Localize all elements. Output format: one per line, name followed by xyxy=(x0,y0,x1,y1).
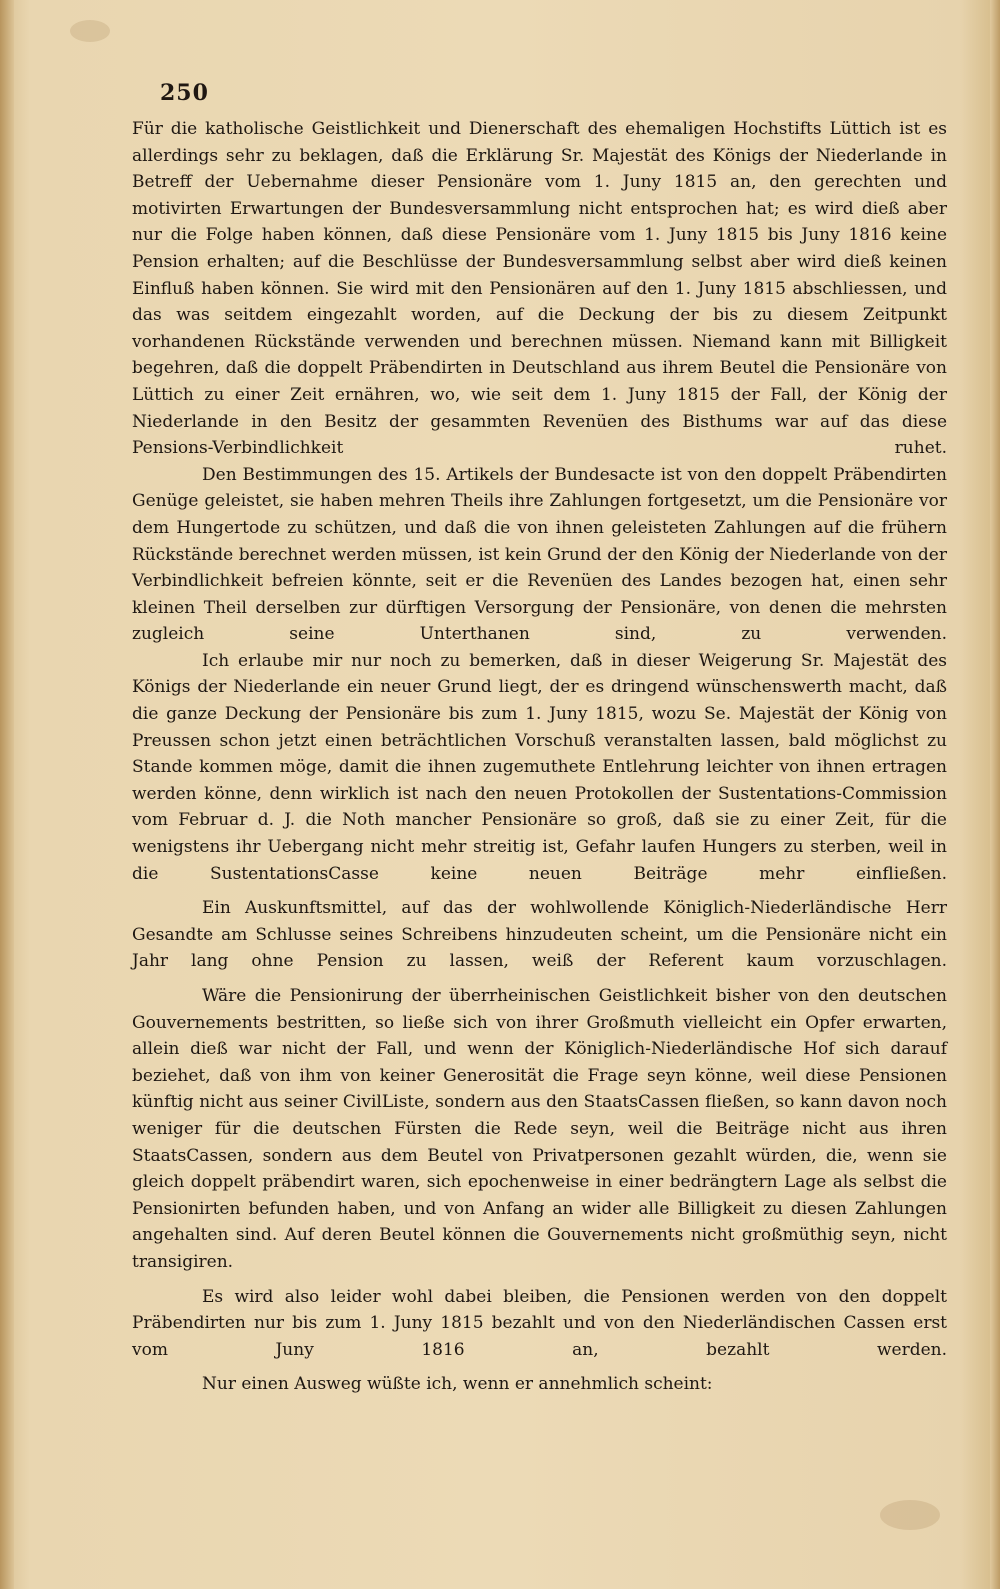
paragraph: Nur einen Ausweg wüßte ich, wenn er annehmlich scheint: xyxy=(202,1374,713,1395)
paragraph: Wäre die Pensionirung der überrheinischen Geistlichkeit bisher von den deutschen Gouvernements bestritten, so ließe sich von ihrer Großmuth vielleicht ein Opfer erwarten, allein dieß war nicht der Fall, und wenn der Königlich-Niederländische Hof sich darauf beziehet, daß von ihm von keiner Generosität die Frage seyn könne, weil diese Pensionen künftig nicht aus seiner CivilListe, sondern aus den StaatsCassen fließen, so kann davon noch weniger für die deutschen Fürsten die Rede seyn, weil die Beiträge nicht aus ihren StaatsCassen, sondern aus dem Beutel von Privatpersonen gezahlt würden, die, wenn sie gleich doppelt präbendirt waren, sich epochenweise in einer bedrängtern Lage als selbst die Pensionirten befunden haben, und von Anfang an wider alle Billigkeit zu diesen Zahlungen angehalten sind. Auf deren Beutel können die Gouvernements nicht großmüthig seyn, nicht transigiren. xyxy=(132,986,947,1272)
paragraph: Ein Auskunftsmittel, auf das der wohlwollende Königlich-Niederländische Herr Gesandte am Schlusse seines Schreibens hinzudeuten scheint, um die Pensionäre nicht ein Jahr lang ohne Pension zu lassen, weiß der Referent kaum vorzuschlagen. xyxy=(132,898,947,972)
paper-stain xyxy=(880,1500,940,1530)
paragraph: Es wird also leider wohl dabei bleiben, die Pensionen werden von den doppelt Präbendirten nur bis zum 1. Juny 1815 bezahlt und von den Niederländischen Cassen erst vom Juny 1816 an, bezahlt werden. xyxy=(132,1286,947,1360)
page-right-edge xyxy=(990,0,1000,1589)
page-number: 250 xyxy=(160,80,209,106)
paragraph: Für die katholische Geistlichkeit und Dienerschaft des ehemaligen Hochstifts Lüttich ist es allerdings sehr zu beklagen, daß die Erklärung Sr. Majestät des Königs der Niederlande in Betreff der Uebernahme dieser Pensionäre vom 1. Juny 1815 an, den gerechten und motivirten Erwartungen der Bundesversammlung nicht entsprochen hat; es wird dieß aber nur die Folge haben können, daß diese Pensionäre vom 1. Juny 1815 bis Juny 1816 keine Pension erhalten; auf die Beschlüsse der Bundesversammlung selbst aber wird dieß keinen Einfluß haben können. Sie wird mit den Pensionären auf den 1. Juny 1815 abschliessen, und das was seitdem eingezahlt worden, auf die Deckung der bis zu diesem Zeitpunkt vorhandenen Rückstände verwenden und berechnen müssen. Niemand kann mit Billigkeit begehren, daß die doppelt Präbendirten in Deutschland aus ihrem Beutel die Pensionäre von Lüttich zu einer Zeit ernähren, wo, wie seit dem 1. Juny 1815 der Fall, der König der Niederlande in den Besitz der gesammten Revenüen des Bisthums war auf das diese Pensions-Verbindlichkeit ruhet. xyxy=(132,119,947,459)
body-text xyxy=(132,116,947,1398)
page-left-edge xyxy=(0,0,14,1589)
paper-stain xyxy=(70,20,110,42)
paragraph: Ich erlaube mir nur noch zu bemerken, daß in dieser Weigerung Sr. Majestät des Königs der Niederlande ein neuer Grund liegt, der es dringend wünschenswerth macht, daß die ganze Deckung der Pensionäre bis zum 1. Juny 1815, wozu Se. Majestät der König von Preussen schon jetzt einen beträchtlichen Vorschuß veranstalten lassen, bald möglichst zu Stande kommen möge, damit die ihnen zugemuthete Entlehrung leichter von ihnen ertragen werden könne, denn wirklich ist nach den neuen Protokollen der Sustentations-Commission vom Februar d. J. die Noth mancher Pensionäre so groß, daß sie zu einer Zeit, für die wenigstens ihr Uebergang nicht mehr streitig ist, Gefahr laufen Hungers zu sterben, weil in die SustentationsCasse keine neuen Beiträge mehr einfließen. xyxy=(132,650,947,884)
paragraph: Den Bestimmungen des 15. Artikels der Bundesacte ist von den doppelt Präbendirten Genüge geleistet, sie haben mehren Theils ihre Zahlungen fortgesetzt, um die Pensionäre vor dem Hungertode zu schützen, und daß die von ihnen geleisteten Zahlungen auf die frühern Rückstände berechnet werden müssen, ist kein Grund der den König der Niederlande von der Verbindlichkeit befreien könnte, seit er die Revenüen des Landes bezogen hat, einen sehr kleinen Theil derselben zur dürftigen Versorgung der Pensionäre, von denen die mehrsten zugleich seine Unterthanen sind, zu verwenden. xyxy=(132,464,947,645)
